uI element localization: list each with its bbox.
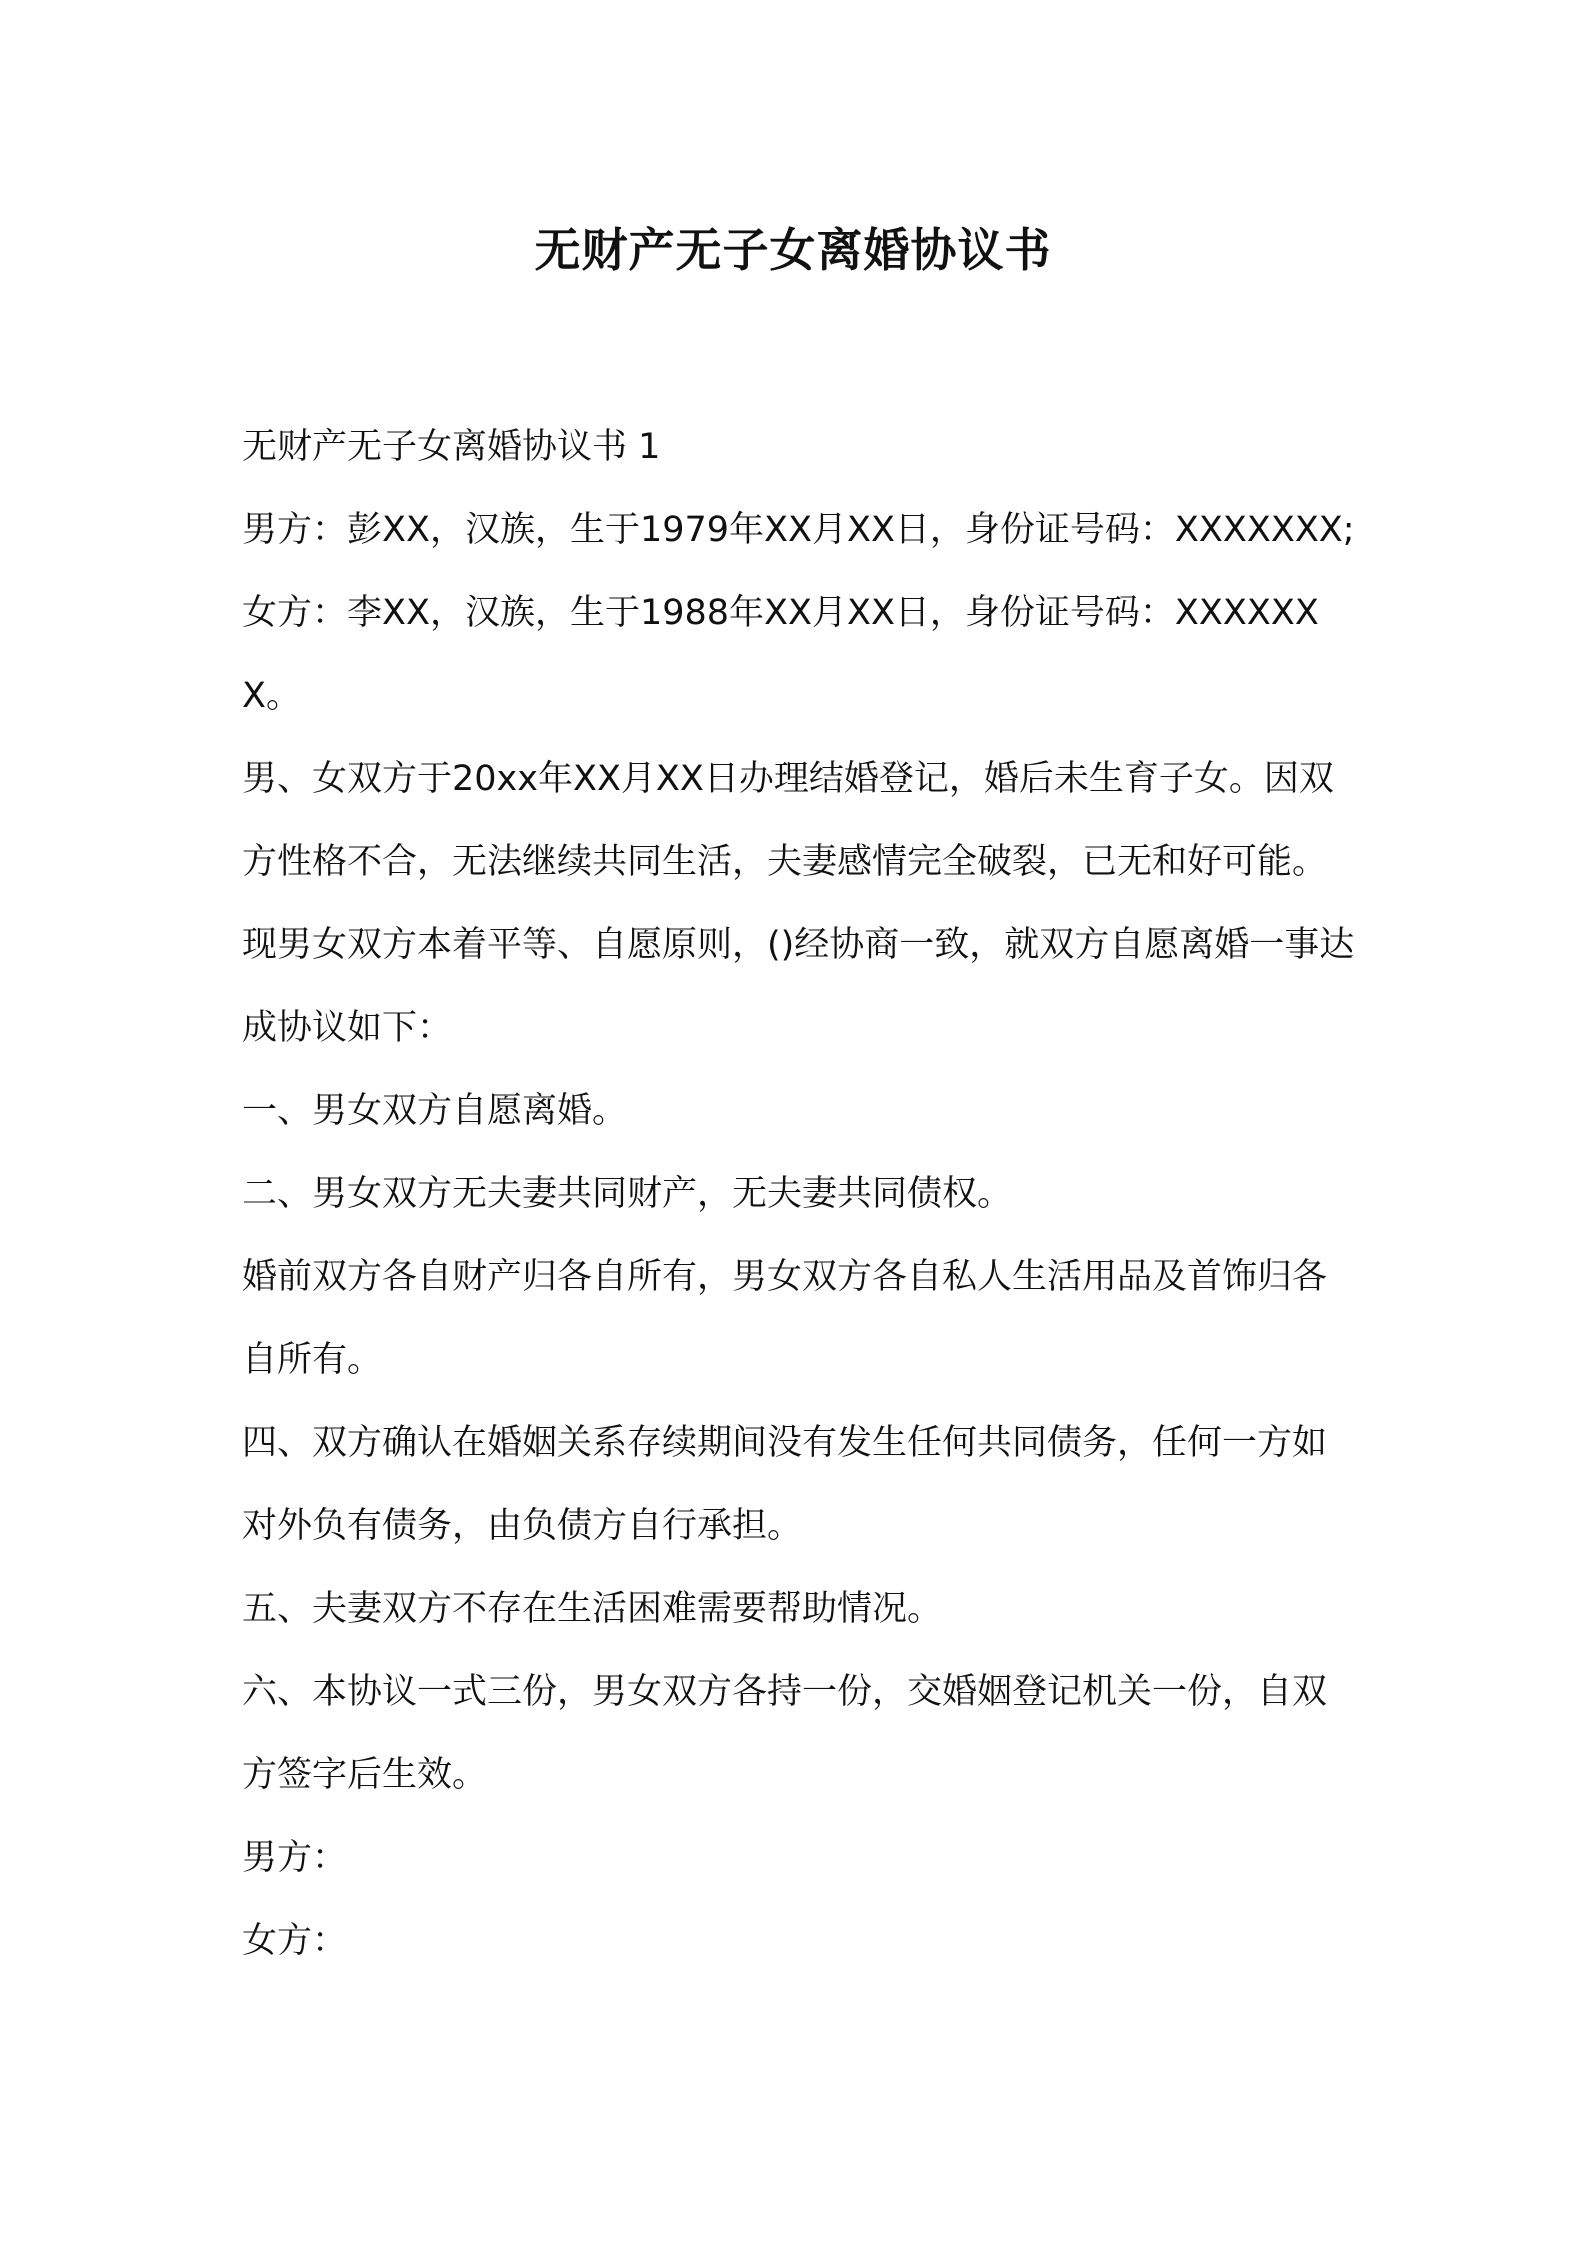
clause-1: 一、男女双方自愿离婚。 xyxy=(242,1091,628,1131)
paragraph-male-party-info: 男方：彭XX，汉族，生于1979年XX月XX日，身份证号码：XXXXXXX; xyxy=(242,510,1355,550)
signature-female: 女方： xyxy=(242,1921,348,1961)
document-subtitle: 无财产无子女离婚协议书 1 xyxy=(242,427,661,467)
clause-premarital-property: 婚前双方各自财产归各自所有，男女双方各自私人生活用品及首饰归各自所有。 xyxy=(242,1257,1328,1380)
clause-4: 四、双方确认在婚姻关系存续期间没有发生任何共同债务，任何一方如对外负有债务，由负债方自行承担。 xyxy=(242,1423,1328,1546)
signature-male: 男方： xyxy=(242,1838,348,1878)
paragraph-preamble: 男、女双方于20xx年XX月XX日办理结婚登记，婚后未生育子女。因双方性格不合，无法继续共同生活，夫妻感情完全破裂，已无和好可能。现男女双方本着平等、自愿原则，()经协商一致，就双方自愿离婚一事达成协议如下： xyxy=(242,759,1355,1048)
document-title: 无财产无子女离婚协议书 xyxy=(534,223,1052,277)
paragraph-female-party-info: 女方：李XX，汉族，生于1988年XX月XX日，身份证号码：XXXXXXX。 xyxy=(242,593,1319,716)
clause-2: 二、男女双方无夫妻共同财产，无夫妻共同债权。 xyxy=(242,1174,1013,1214)
clause-6: 六、本协议一式三份，男女双方各持一份，交婚姻登记机关一份，自双方签字后生效。 xyxy=(242,1672,1328,1795)
clause-5: 五、夫妻双方不存在生活困难需要帮助情况。 xyxy=(242,1589,943,1629)
document-body xyxy=(242,406,1356,1983)
